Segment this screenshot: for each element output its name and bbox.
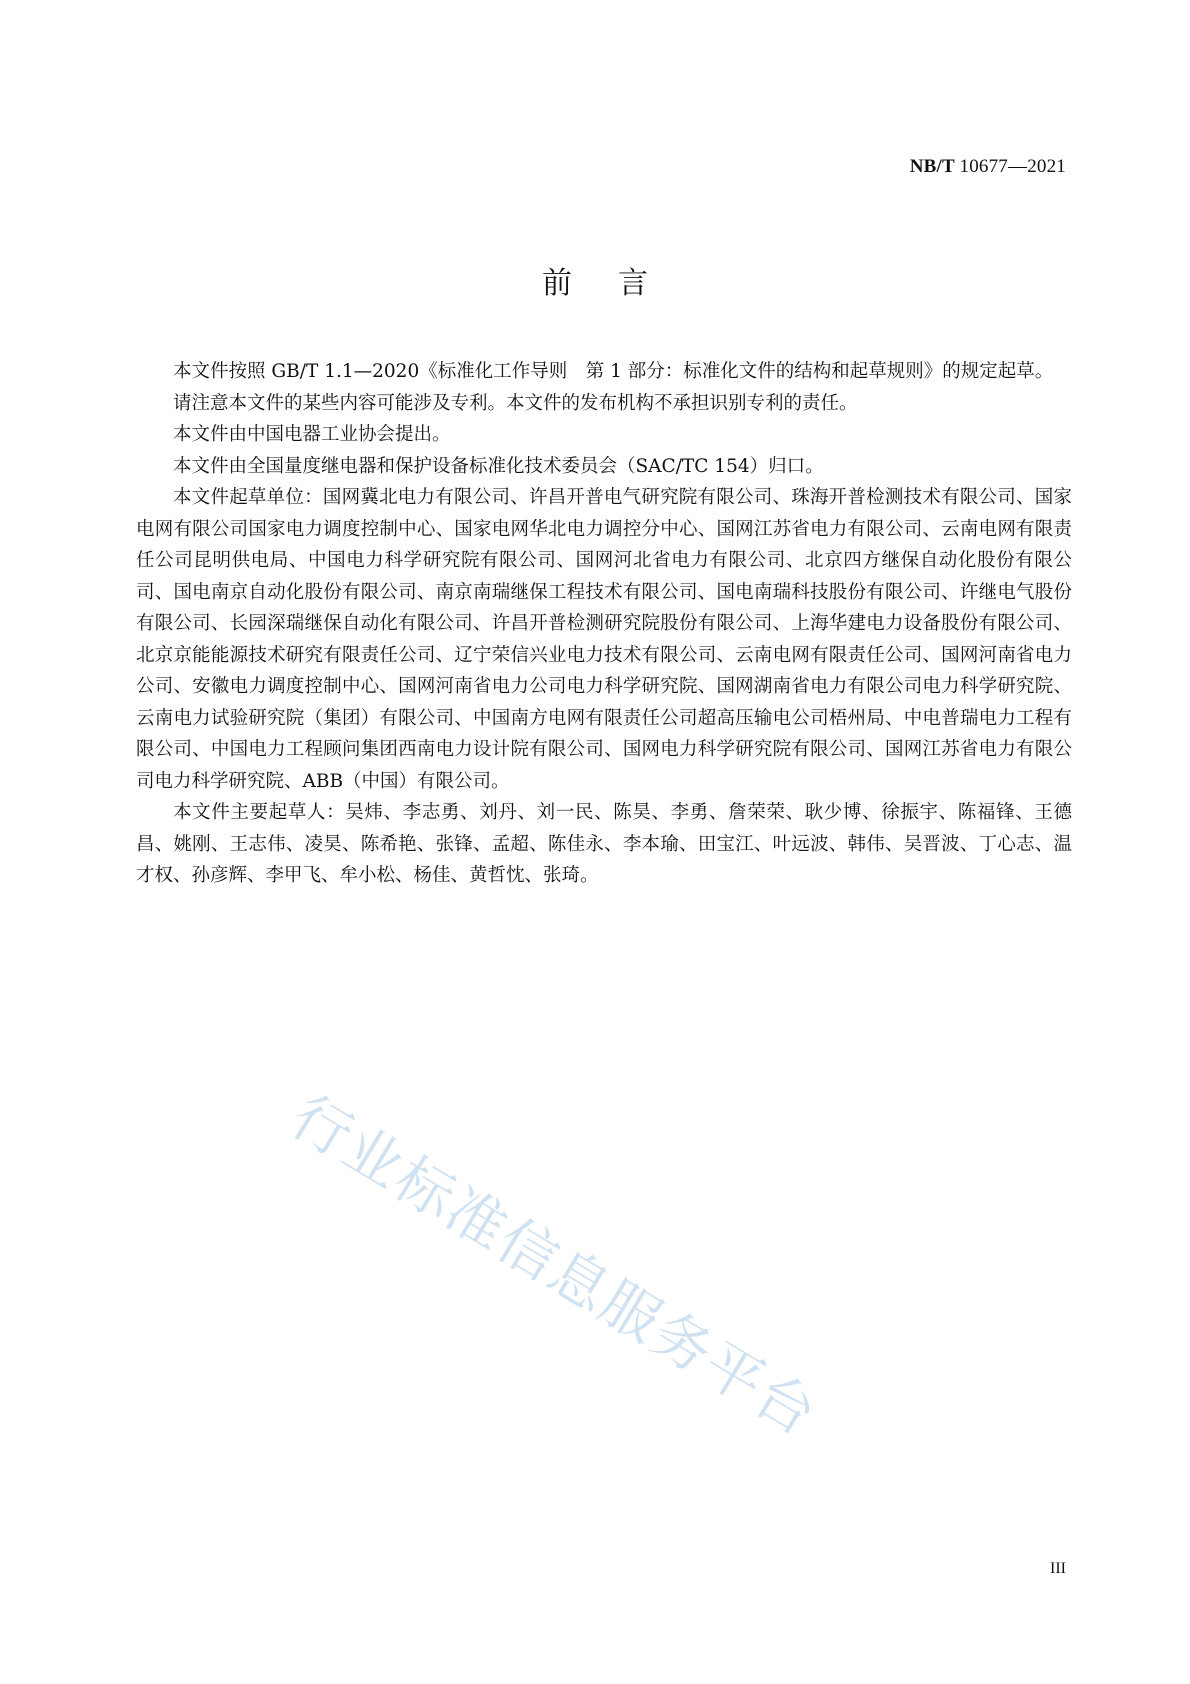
paragraph-patent-notice: 请注意本文件的某些内容可能涉及专利。本文件的发布机构不承担识别专利的责任。 (173, 392, 858, 414)
paragraph-drafters: 本文件主要起草人：吴炜、李志勇、刘丹、刘一民、陈昊、李勇、詹荣荣、耿少博、徐振宇、陈福锋、王德昌、姚刚、王志伟、凌昊、陈希艳、张锋、孟超、陈佳永、李本瑜、田宝江、叶远波、韩伟、吴晋波、丁心志、温才权、孙彦辉、李甲飞、牟小松、杨佳、黄哲忱、张琦。 (136, 802, 1072, 886)
paragraph-drafting-units: 本文件起草单位：国网冀北电力有限公司、许昌开普电气研究院有限公司、珠海开普检测技术有限公司、国家电网有限公司国家电力调度控制中心、国家电网华北电力调控分中心、国网江苏省电力有限公司、云南电网有限责任公司昆明供电局、中国电力科学研究院有限公司、国网河北省电力有限公司、北京四方继保自动化股份有限公司、国电南京自动化股份有限公司、南京南瑞继保工程技术有限公司、国电南瑞科技股份有限公司、许继电气股份有限公司、长园深瑞继保自动化有限公司、许昌开普检测研究院股份有限公司、上海华建电力设备股份有限公司、北京京能能源技术研究有限责任公司、辽宁荣信兴业电力技术有限公司、云南电网有限责任公司、国网河南省电力公司、安徽电力调度控制中心、国网河南省电力公司电力科学研究院、国网湖南省电力有限公司电力科学研究院、云南电力试验研究院（集团）有限公司、中国南方电网有限责任公司超高压输电公司梧州局、中电普瑞电力工程有限公司、中国电力工程顾问集团西南电力设计院有限公司、国网电力科学研究院有限公司、国网江苏省电力有限公司电力科学研究院、ABB（中国）有限公司。 (136, 487, 1072, 792)
standard-prefix: NB/T (909, 156, 955, 177)
paragraph-drafting-rules: 本文件按照 GB/T 1.1—2020《标准化工作导则 第 1 部分：标准化文件的结构和起草规则》的规定起草。 (173, 361, 1054, 382)
paragraph-committee: 本文件由全国量度继电器和保护设备标准化技术委员会（SAC/TC 154）归口。 (173, 455, 824, 477)
foreword-body (136, 356, 1072, 892)
paragraph-proposer: 本文件由中国电器工业协会提出。 (173, 424, 451, 445)
page-title: 前言 (542, 266, 694, 301)
watermark: 行业标准信息服务平台 (279, 1082, 830, 1450)
page-number: III (1050, 1560, 1066, 1577)
standard-code: 10677—2021 (959, 156, 1066, 177)
standard-number (910, 156, 1066, 178)
